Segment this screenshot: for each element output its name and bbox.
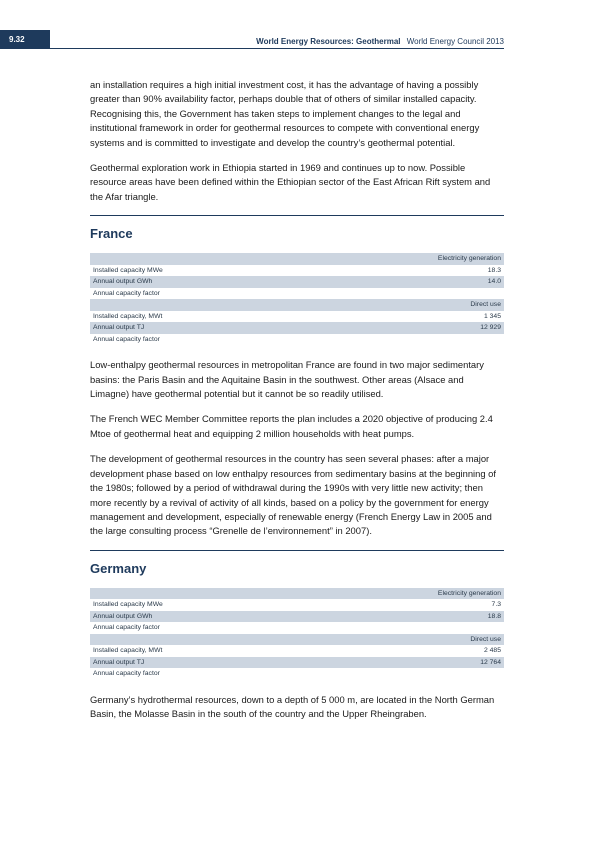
- row-value: 7.3: [491, 601, 501, 609]
- table-row: [90, 657, 504, 669]
- row-label: Annual capacity factor: [93, 289, 160, 297]
- row-value: [307, 622, 504, 634]
- table-row: [90, 334, 504, 346]
- row-value: 12 929: [307, 322, 504, 334]
- table-row: [90, 311, 504, 323]
- body-paragraph: Low-enthalpy geothermal resources in metropolitan France are found in two major sedimentary basins: the Paris Basin and the Aquitaine Basin in the southwest. Other areas (Alsace and Limagne) have geothermal potential but it cannot be so readily utilised.: [90, 359, 484, 400]
- table-header-row: [90, 588, 504, 600]
- column-header-electricity: Electricity generation: [307, 253, 504, 265]
- column-header-electricity: Electricity generation: [307, 588, 504, 600]
- section-heading-germany: Germany: [90, 560, 147, 576]
- row-value: [307, 288, 504, 300]
- row-label: Annual capacity factor: [93, 335, 160, 343]
- body-paragraph: Germany’s hydrothermal resources, down to a depth of 5 000 m, are located in the North German Basin, the Molasse Basin in the south of the country and the Upper Rheingraben.: [90, 693, 495, 720]
- table-row: [90, 611, 504, 623]
- row-label: Installed capacity MWe: [93, 266, 163, 274]
- row-value: 18.3: [487, 266, 501, 274]
- page-number: 9.32: [0, 30, 50, 49]
- table-header-row: [90, 299, 504, 311]
- row-value: [307, 668, 504, 680]
- row-label: Annual capacity factor: [93, 624, 160, 632]
- row-label: Annual output GWh: [90, 276, 307, 288]
- row-value: [307, 334, 504, 346]
- body-paragraph: The development of geothermal resources in the country has seen several phases: after a major development phase based on low enthalpy resources from sedimentary basins at the beginning of the 1980s; followed by a period of withdrawal during the 1990s with very little new activity; then more recently by a revival of activity of all kinds, based on a policy by the government for energy management and development, especially of renewable energy (French Energy Law in 2005 and the large consulting process “Grenelle de l’environnement” in 2007).: [90, 453, 496, 537]
- row-label: Installed capacity MWe: [93, 601, 163, 609]
- table-row: [90, 276, 504, 288]
- row-label: Installed capacity, MWt: [93, 647, 163, 655]
- column-header-direct-use: Direct use: [307, 299, 504, 311]
- row-value: 12 764: [307, 657, 504, 669]
- table-row: [90, 645, 504, 657]
- section-heading-france: France: [90, 226, 133, 242]
- row-value: 18.8: [307, 611, 504, 623]
- column-header-direct-use: Direct use: [307, 634, 504, 646]
- section-rule: [90, 215, 504, 216]
- table-row: [90, 599, 504, 611]
- running-header-publisher: World Energy Council 2013: [406, 37, 504, 46]
- row-value: 1 345: [483, 312, 501, 320]
- body-paragraph: The French WEC Member Committee reports the plan includes a 2020 objective of producing 2.4 Mtoe of geothermal heat and equipping 2 million households with heat pumps.: [90, 413, 493, 439]
- row-label: Annual output TJ: [90, 322, 307, 334]
- germany-data-table: [90, 588, 504, 680]
- running-header-title: World Energy Resources: Geothermal: [256, 37, 401, 46]
- table-row: [90, 622, 504, 634]
- france-data-table: [90, 253, 504, 345]
- intro-paragraph: an installation requires a high initial investment cost, it has the advantage of having a possibly greater than 90% availability factor, perhaps double that of others of similar installed capacity. Recognising this, the Government has taken steps to implement changes to the legal and institutional framework in order for geothermal resources to compete with conventional energy systems and is committed to investigate and develop the country’s geothermal potential.: [90, 79, 480, 148]
- row-value: 2 485: [483, 647, 501, 655]
- table-row: [90, 288, 504, 300]
- row-label: Annual output TJ: [90, 657, 307, 669]
- table-row: [90, 265, 504, 277]
- row-label: Annual output GWh: [90, 611, 307, 623]
- table-header-row: [90, 253, 504, 265]
- running-header: [256, 37, 504, 46]
- row-label: Annual capacity factor: [93, 670, 160, 678]
- table-row: [90, 668, 504, 680]
- page-content: [90, 78, 504, 733]
- section-rule: [90, 550, 504, 551]
- row-value: 14.0: [307, 276, 504, 288]
- table-header-row: [90, 634, 504, 646]
- header-rule: [50, 48, 504, 49]
- table-row: [90, 322, 504, 334]
- intro-paragraph: Geothermal exploration work in Ethiopia started in 1969 and continues up to now. Possible resource areas have been defined within the Ethiopian sector of the East African Rift system and the Afar triangle.: [90, 162, 491, 202]
- row-label: Installed capacity, MWt: [93, 312, 163, 320]
